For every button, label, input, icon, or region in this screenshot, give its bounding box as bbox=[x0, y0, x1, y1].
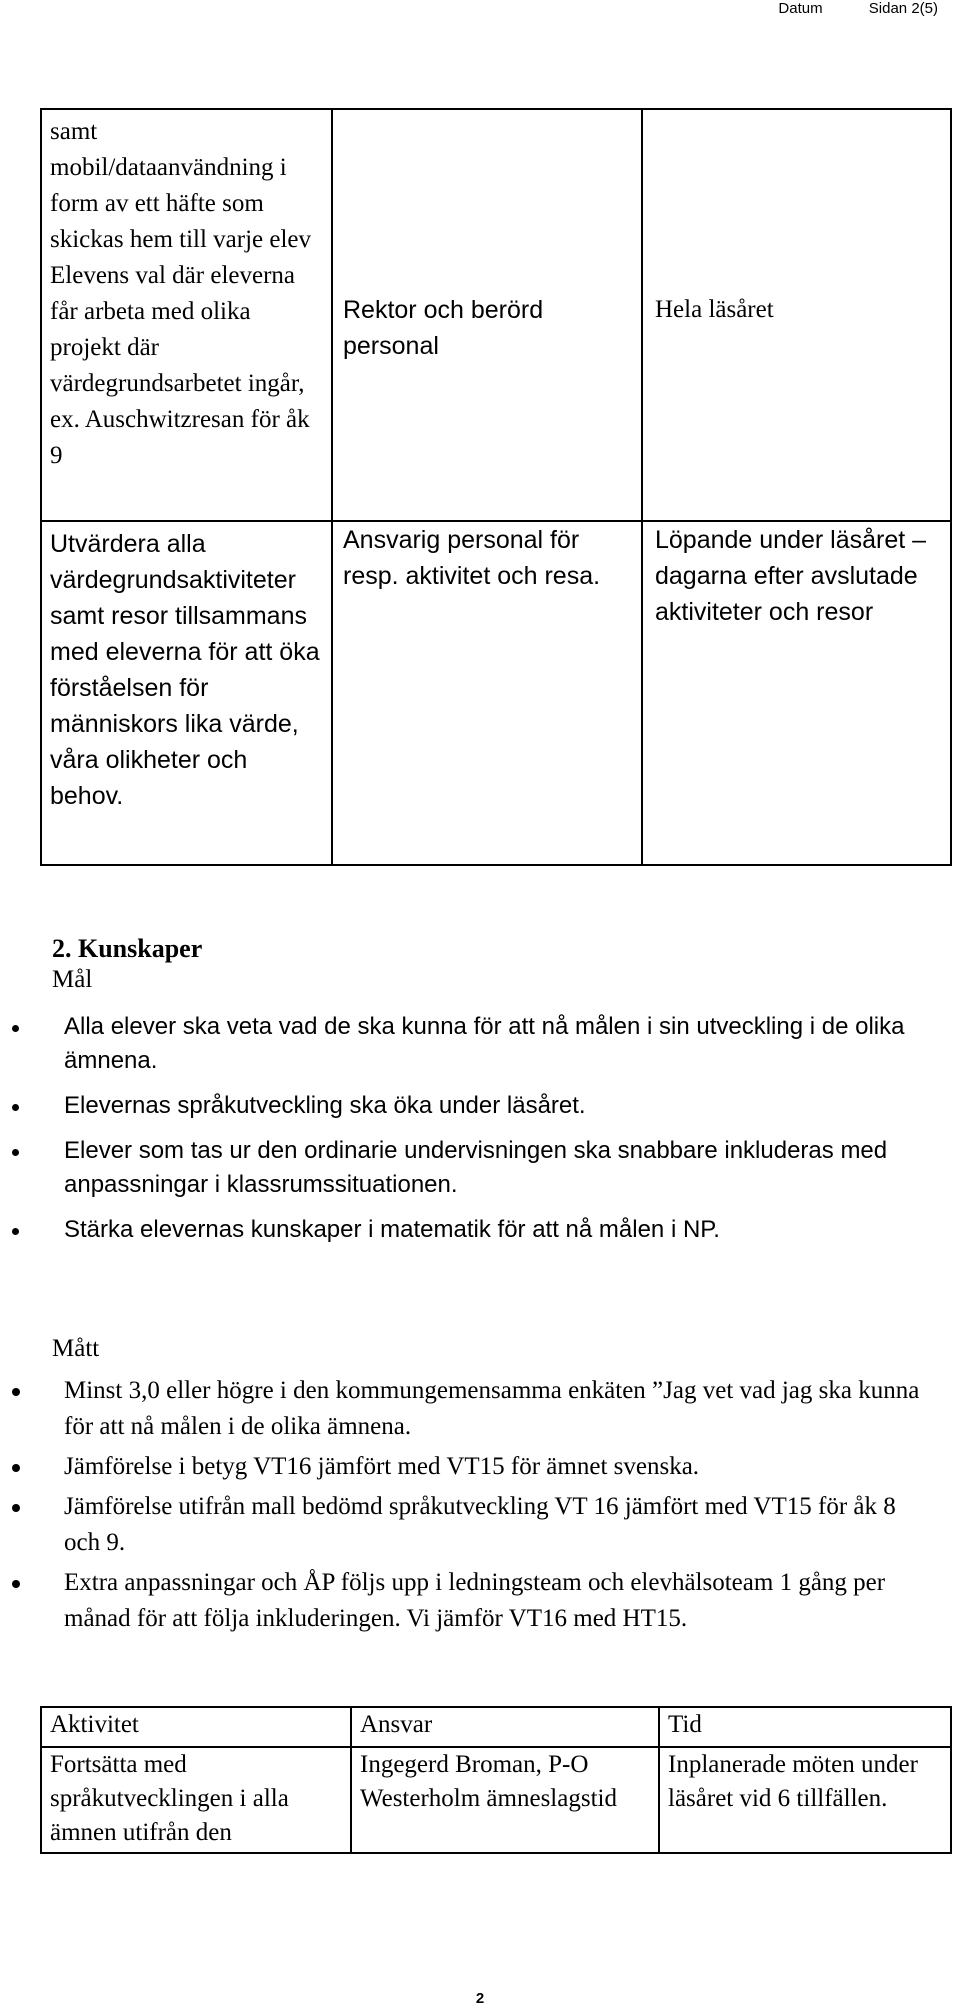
page-number: 2 bbox=[475, 1990, 485, 2007]
time-text: Hela läsåret bbox=[655, 296, 774, 323]
measures-list bbox=[52, 1373, 922, 1637]
activity-text: Elevens val där eleverna får arbeta med olika projekt där värdegrundsarbetet ingår, ex. Auschwitzresan för åk 9 bbox=[50, 262, 310, 469]
list-item: Elever som tas ur den ordinarie undervisningen ska snabbare inkluderas med anpassningar i klassrumssituationen. bbox=[52, 1134, 932, 1202]
header-page-label: Sidan 2(5) bbox=[868, 0, 938, 17]
table-row bbox=[41, 109, 951, 521]
bullet-icon bbox=[12, 1104, 19, 1111]
activity-cell: Fortsätta med språkutvecklingen i alla ämnen utifrån den bbox=[41, 1747, 351, 1853]
bullet-icon bbox=[12, 1504, 20, 1512]
bullet-icon bbox=[12, 1025, 19, 1032]
list-item: Elevernas språkutveckling ska öka under läsåret. bbox=[52, 1089, 932, 1123]
knowledge-activity-table bbox=[40, 1706, 952, 1854]
goals-list bbox=[52, 1010, 932, 1247]
bullet-icon bbox=[12, 1228, 19, 1235]
activity-cell bbox=[41, 521, 332, 865]
list-item: Jämförelse utifrån mall bedömd språkutveckling VT 16 jämfört med VT15 för åk 8 och 9. bbox=[52, 1489, 922, 1561]
time-cell bbox=[642, 109, 951, 521]
activity-text: Utvärdera alla värdegrundsaktiviteter samt resor tillsammans med eleverna för att öka förståelsen för människors lika värde, våra olikheter och behov. bbox=[50, 530, 320, 810]
time-text: Löpande under läsåret – dagarna efter avslutade aktiviteter och resor bbox=[655, 526, 927, 626]
section-heading: 2. Kunskaper bbox=[52, 934, 203, 963]
responsible-text: Rektor och berörd personal bbox=[343, 296, 544, 360]
table-header-row bbox=[41, 1707, 951, 1747]
table-row bbox=[41, 1747, 951, 1853]
list-item: Extra anpassningar och ÅP följs upp i ledningsteam och elevhälsoteam 1 gång per månad för att följa inkluderingen. Vi jämför VT16 med HT15. bbox=[52, 1565, 922, 1637]
measures-section bbox=[52, 1335, 922, 1641]
page-header bbox=[736, 0, 938, 20]
responsible-cell bbox=[332, 521, 642, 865]
activity-cell bbox=[41, 109, 332, 521]
time-cell: Inplanerade möten under läsåret vid 6 tillfällen. bbox=[659, 1747, 951, 1853]
responsible-text: Ansvarig personal för resp. aktivitet och resa. bbox=[343, 526, 601, 590]
column-header: Tid bbox=[659, 1707, 951, 1747]
list-item: Minst 3,0 eller högre i den kommungemensamma enkäten ”Jag vet vad jag ska kunna för att nå målen i de olika ämnena. bbox=[52, 1373, 922, 1445]
list-item: Jämförelse i betyg VT16 jämfört med VT15 för ämnet svenska. bbox=[52, 1449, 922, 1485]
activity-text: samt mobil/dataanvändning i form av ett häfte som skickas hem till varje elev bbox=[50, 118, 312, 253]
time-cell bbox=[642, 521, 951, 865]
activity-table bbox=[40, 108, 952, 866]
list-item: Alla elever ska veta vad de ska kunna för att nå målen i sin utveckling i de olika ämnena. bbox=[52, 1010, 932, 1078]
section-kunskaper bbox=[52, 934, 932, 1258]
list-item: Stärka elevernas kunskaper i matematik för att nå målen i NP. bbox=[52, 1213, 932, 1247]
column-header: Ansvar bbox=[351, 1707, 659, 1747]
measures-label: Mått bbox=[52, 1335, 100, 1362]
header-date-label: Datum bbox=[778, 0, 823, 17]
bullet-icon bbox=[12, 1149, 19, 1156]
bullet-icon bbox=[12, 1388, 20, 1396]
goals-label: Mål bbox=[52, 966, 93, 993]
responsible-cell bbox=[332, 109, 642, 521]
table-row bbox=[41, 521, 951, 865]
bullet-icon bbox=[12, 1580, 20, 1588]
responsible-cell: Ingegerd Broman, P-O Westerholm ämneslagstid bbox=[351, 1747, 659, 1853]
column-header: Aktivitet bbox=[41, 1707, 351, 1747]
bullet-icon bbox=[12, 1464, 20, 1472]
